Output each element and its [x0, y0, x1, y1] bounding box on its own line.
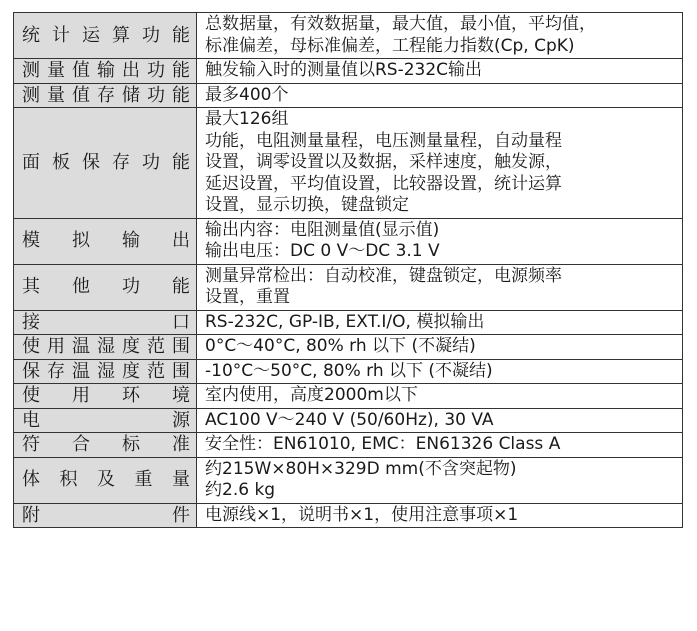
spec-value-line: 测量异常检出：自动校准，键盘锁定，电源频率	[205, 265, 562, 286]
spec-value-cell	[197, 359, 683, 384]
spec-label: 面板保存功能	[22, 152, 190, 173]
spec-row	[14, 264, 683, 310]
spec-label-cell	[14, 108, 197, 219]
spec-value-cell	[197, 408, 683, 433]
spec-label: 保存温湿度范围	[22, 360, 190, 382]
spec-row	[14, 457, 683, 503]
spec-value-cell	[197, 83, 683, 108]
spec-value-cell	[197, 13, 683, 59]
spec-value-cell	[197, 108, 683, 219]
spec-value-line: 最多400个	[205, 84, 289, 105]
specification-table-body	[14, 13, 683, 528]
spec-value-cell	[197, 264, 683, 310]
spec-value-line: 总数据量，有效数据量，最大值，最小值，平均值，	[205, 14, 596, 34]
spec-label: 接口	[22, 311, 190, 333]
spec-value-line: AC100 V～240 V (50/60Hz), 30 VA	[205, 409, 494, 430]
spec-value-cell	[197, 310, 683, 335]
spec-label-cell	[14, 310, 197, 335]
spec-value-line: 约215W×80H×329D mm(不含突起物)	[205, 458, 517, 479]
spec-label: 电源	[22, 409, 190, 431]
spec-row	[14, 218, 683, 264]
spec-row	[14, 503, 683, 528]
spec-label-cell	[14, 59, 197, 84]
spec-label-cell	[14, 457, 197, 503]
spec-label: 体积及重量	[22, 469, 190, 491]
spec-label: 测量值输出功能	[22, 60, 190, 81]
spec-label: 其他功能	[22, 276, 190, 298]
spec-value-cell	[197, 503, 683, 528]
spec-label-cell	[14, 13, 197, 59]
spec-row	[14, 335, 683, 360]
spec-label: 使用环境	[22, 385, 190, 406]
spec-value-cell	[197, 433, 683, 458]
spec-label: 模拟输出	[22, 230, 190, 252]
spec-value-line: -10°C～50°C, 80% rh 以下 (不凝结)	[205, 360, 493, 381]
spec-row	[14, 384, 683, 409]
spec-value-line: 延迟设置，平均值设置，比较器设置，统计运算	[205, 173, 562, 194]
spec-value-cell	[197, 335, 683, 360]
spec-value-cell	[197, 218, 683, 264]
spec-label-cell	[14, 384, 197, 409]
spec-row	[14, 59, 683, 84]
spec-value-cell	[197, 59, 683, 84]
spec-value-line: RS-232C, GP-IB, EXT.I/O, 模拟输出	[205, 311, 485, 332]
spec-value-cell	[197, 384, 683, 409]
spec-value-line: 标准偏差，母标准偏差，工程能力指数(Cp, CpK)	[205, 35, 575, 56]
spec-row	[14, 359, 683, 384]
spec-row	[14, 83, 683, 108]
spec-label: 使用温湿度范围	[22, 336, 190, 357]
spec-row	[14, 310, 683, 335]
spec-value-line: 设置，重置	[205, 287, 290, 307]
spec-value-line: 设置，调零设置以及数据，采样速度，触发源，	[205, 152, 562, 172]
spec-value-line: 0°C～40°C, 80% rh 以下 (不凝结)	[205, 336, 476, 356]
spec-label-cell	[14, 433, 197, 458]
spec-value-line: 功能，电阻测量量程，电压测量量程，自动量程	[205, 130, 562, 151]
spec-label-cell	[14, 335, 197, 360]
spec-label-cell	[14, 359, 197, 384]
spec-value-line: 安全性：EN61010, EMC：EN61326 Class A	[205, 434, 561, 454]
spec-value-cell	[197, 457, 683, 503]
spec-label-cell	[14, 264, 197, 310]
spec-label-cell	[14, 83, 197, 108]
spec-label: 统计运算功能	[22, 24, 190, 46]
spec-value-line: 最大126组	[205, 109, 289, 129]
spec-value-line: 输出电压：DC 0 V～DC 3.1 V	[205, 241, 440, 261]
spec-label: 测量值存储功能	[22, 84, 190, 106]
spec-row	[14, 13, 683, 59]
spec-row	[14, 408, 683, 433]
spec-label-cell	[14, 408, 197, 433]
spec-label-cell	[14, 218, 197, 264]
spec-value-line: 输出内容：电阻测量值(显示值)	[205, 219, 440, 240]
spec-value-line: 室内使用，高度2000m以下	[205, 385, 418, 405]
spec-value-line: 设置，显示切换，键盘锁定	[205, 195, 409, 215]
spec-label: 符合标准	[22, 434, 190, 455]
spec-row	[14, 108, 683, 219]
spec-row	[14, 433, 683, 458]
spec-value-line: 约2.6 kg	[205, 480, 276, 500]
spec-value-line: 触发输入时的测量值以RS-232C输出	[205, 60, 483, 80]
spec-value-line: 电源线×1，说明书×1，使用注意事项×1	[205, 504, 519, 525]
spec-label: 附件	[22, 504, 190, 526]
specification-table	[13, 12, 683, 528]
spec-label-cell	[14, 503, 197, 528]
